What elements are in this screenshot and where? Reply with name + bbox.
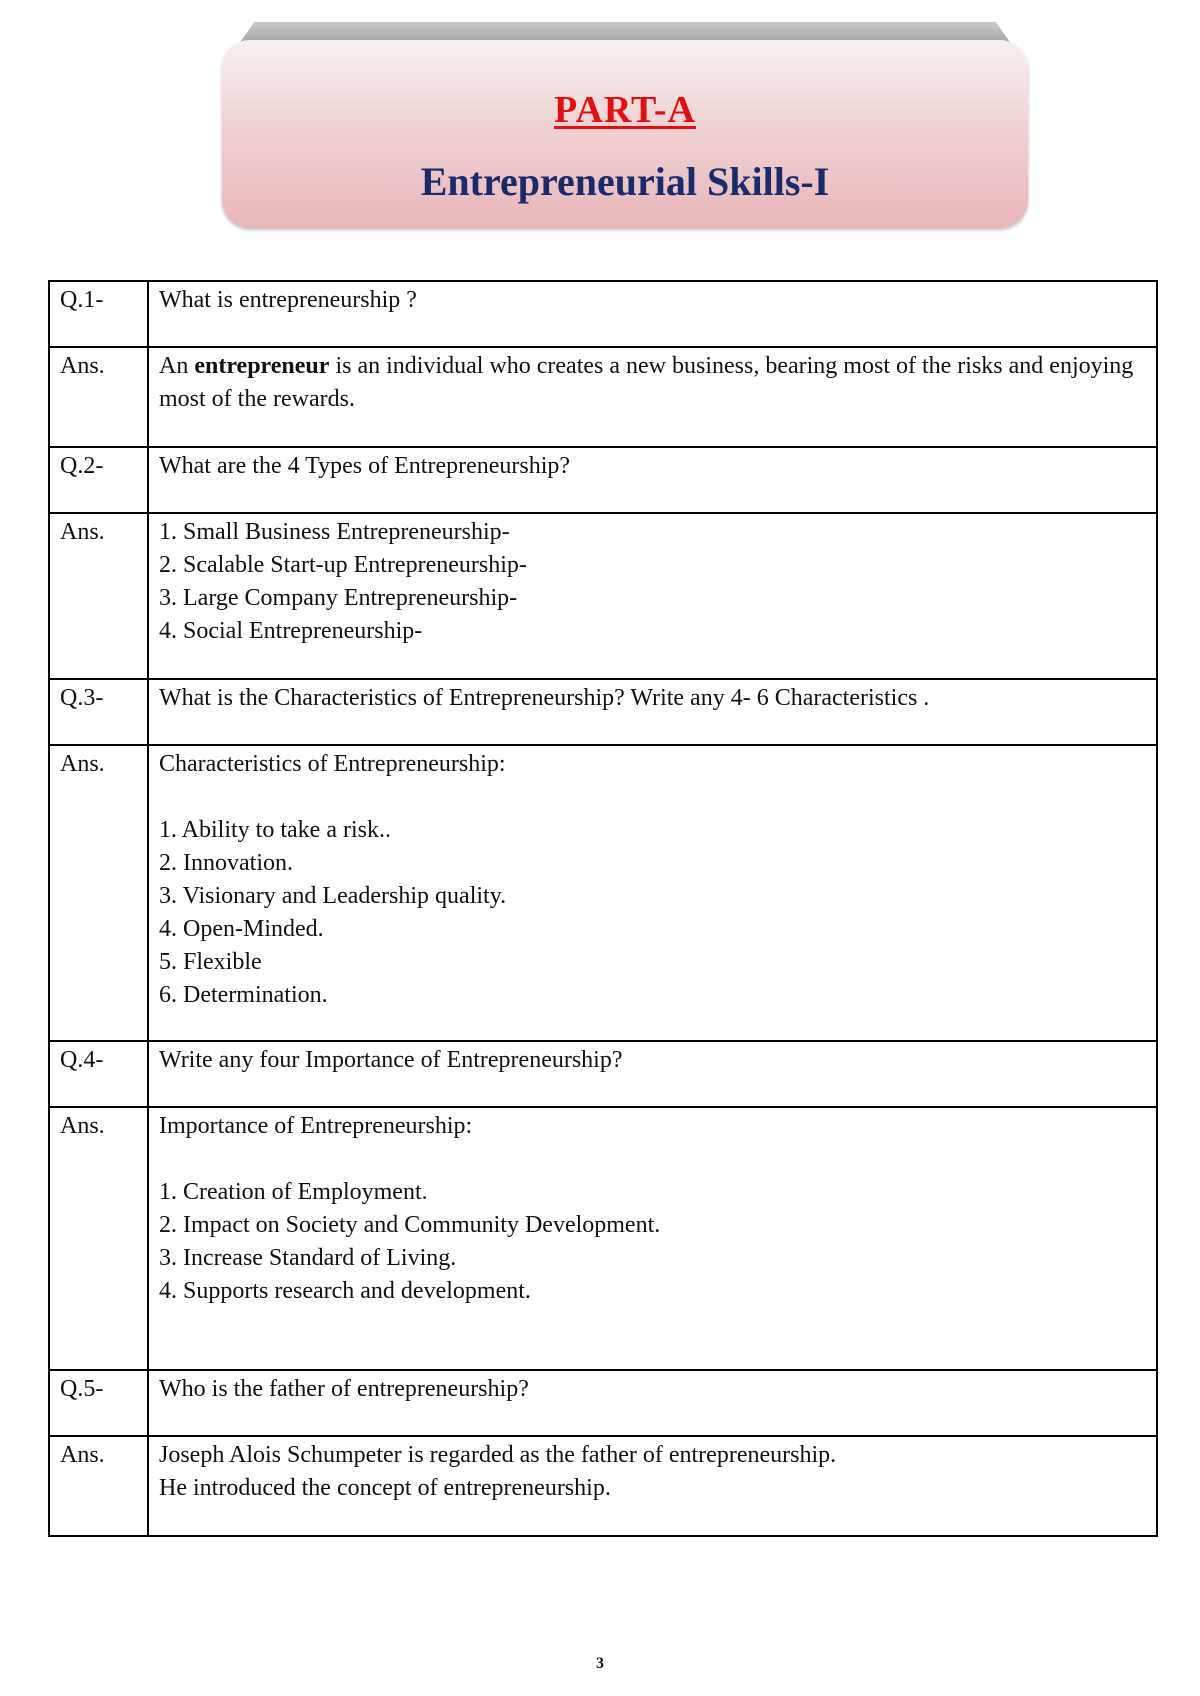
answer-row-2 (49, 513, 1157, 679)
spacer (159, 781, 1146, 814)
question-label: Q.1- (49, 281, 148, 347)
page-number: 3 (596, 1655, 604, 1672)
list-item: 4. Open-Minded. (159, 916, 324, 942)
answer-intro: Characteristics of Entrepreneurship: (159, 751, 506, 777)
list-item: 1. Small Business Entrepreneurship- (159, 519, 510, 545)
question-text: What is entrepreneurship ? (148, 281, 1157, 347)
question-row-5 (49, 1370, 1157, 1436)
list-item: 4. Supports research and development. (159, 1278, 531, 1304)
question-label: Q.3- (49, 679, 148, 745)
list-item: 1. Ability to take a risk.. (159, 817, 391, 843)
list-item: 3. Visionary and Leadership quality. (159, 883, 507, 909)
question-label: Q.4- (49, 1041, 148, 1107)
header-banner (222, 40, 1028, 228)
answer-row-3 (49, 745, 1157, 1041)
list-item: 1. Creation of Employment. (159, 1179, 428, 1205)
answer-label: Ans. (49, 745, 148, 1041)
question-label: Q.5- (49, 1370, 148, 1436)
question-text: What is the Characteristics of Entrepreneurship? Write any 4- 6 Characteristics . (148, 679, 1157, 745)
answer-text (148, 347, 1157, 447)
page-title: Entrepreneurial Skills-I (420, 159, 830, 204)
answer-line: He introduced the concept of entrepreneurship. (159, 1475, 611, 1501)
answer-text (148, 1436, 1157, 1536)
answer-label: Ans. (49, 347, 148, 447)
list-item: 3. Increase Standard of Living. (159, 1245, 457, 1271)
part-label: PART-A (554, 89, 696, 131)
question-row-1 (49, 281, 1157, 347)
question-text: Who is the father of entrepreneurship? (148, 1370, 1157, 1436)
answer-row-5 (49, 1436, 1157, 1536)
question-row-3 (49, 679, 1157, 745)
list-item: 5. Flexible (159, 949, 262, 975)
qa-table (48, 280, 1158, 1537)
answer-list (148, 1107, 1157, 1370)
list-item: 4. Social Entrepreneurship- (159, 618, 423, 644)
answer-text-pre: An (159, 353, 195, 379)
question-row-4 (49, 1041, 1157, 1107)
list-item: 2. Scalable Start-up Entrepreneurship- (159, 552, 527, 578)
answer-label: Ans. (49, 513, 148, 679)
answer-bold-term: entrepreneur (194, 353, 330, 379)
answer-intro: Importance of Entrepreneurship: (159, 1113, 473, 1139)
question-text: What are the 4 Types of Entrepreneurship? (148, 447, 1157, 513)
list-item: 2. Innovation. (159, 850, 293, 876)
answer-label: Ans. (49, 1436, 148, 1536)
answer-list (148, 513, 1157, 679)
answer-list (148, 745, 1157, 1041)
list-item: 6. Determination. (159, 982, 328, 1008)
question-row-2 (49, 447, 1157, 513)
list-item: 2. Impact on Society and Community Development. (159, 1212, 661, 1238)
answer-text-post: is an individual who creates a new business, bearing most of the risks and enjoying most of the rewards. (159, 353, 1134, 412)
answer-row-1 (49, 347, 1157, 447)
answer-line: Joseph Alois Schumpeter is regarded as the father of entrepreneurship. (159, 1442, 837, 1468)
question-text: Write any four Importance of Entrepreneurship? (148, 1041, 1157, 1107)
answer-row-4 (49, 1107, 1157, 1370)
question-label: Q.2- (49, 447, 148, 513)
list-item: 3. Large Company Entrepreneurship- (159, 585, 518, 611)
answer-label: Ans. (49, 1107, 148, 1370)
spacer (159, 1143, 1146, 1176)
